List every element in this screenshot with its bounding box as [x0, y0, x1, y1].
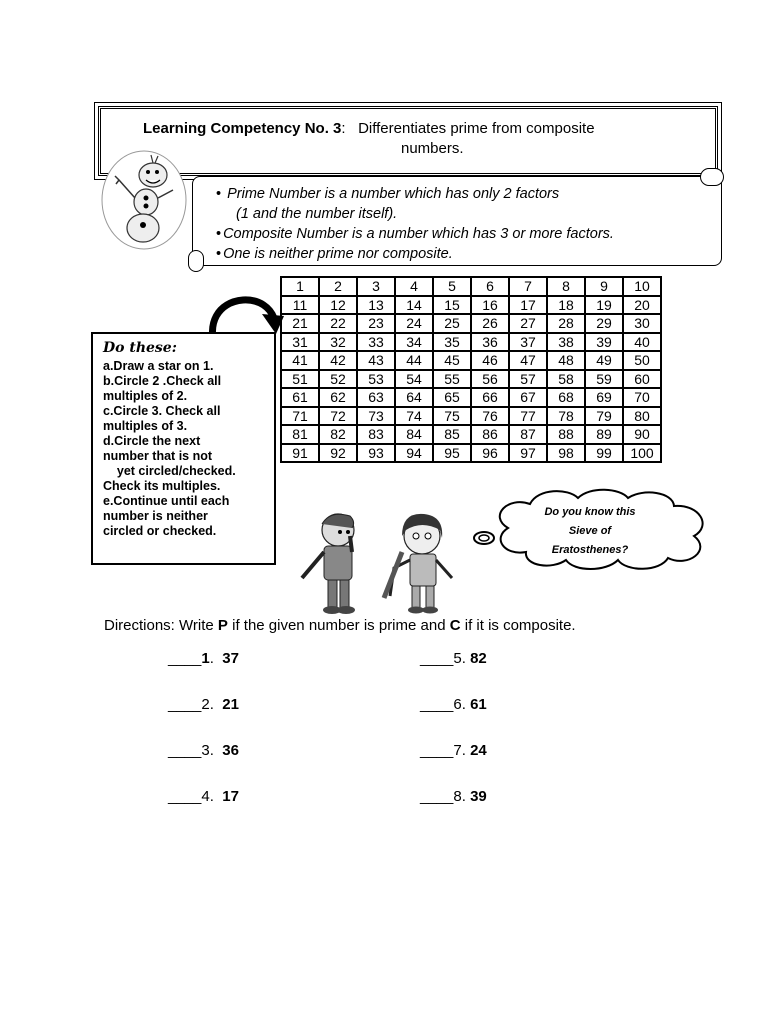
- chart-cell: 59: [585, 370, 623, 389]
- chart-cell: 21: [281, 314, 319, 333]
- answer-blank[interactable]: ____: [420, 788, 454, 805]
- chart-cell: 37: [509, 333, 547, 352]
- chart-cell: 93: [357, 444, 395, 463]
- prime-definition-text: Prime Number is a number which has only 2 factors: [227, 186, 560, 202]
- chart-row: [281, 370, 661, 389]
- chart-cell: 60: [623, 370, 661, 389]
- chart-cell: 13: [357, 296, 395, 315]
- item-separator: .: [461, 742, 471, 759]
- chart-cell: 50: [623, 351, 661, 370]
- answer-blank[interactable]: ____: [420, 742, 454, 759]
- chart-cell: 65: [433, 388, 471, 407]
- instruction-line: yet circled/checked.: [103, 464, 236, 478]
- chart-cell: 46: [471, 351, 509, 370]
- chart-cell: 71: [281, 407, 319, 426]
- item-separator: .: [209, 788, 223, 805]
- chart-row: [281, 296, 661, 315]
- answer-blank[interactable]: ____: [420, 696, 454, 713]
- prime-definition-continued: (1 and the number itself).: [236, 206, 398, 222]
- instruction-line: e.Continue until each: [103, 494, 230, 508]
- item-value: 17: [222, 788, 239, 805]
- chart-cell: 73: [357, 407, 395, 426]
- chart-cell: 63: [357, 388, 395, 407]
- chart-cell: 22: [319, 314, 357, 333]
- chart-cell: 64: [395, 388, 433, 407]
- item-separator: .: [461, 788, 471, 805]
- chart-cell: 100: [623, 444, 661, 463]
- item-number: 2: [201, 696, 210, 713]
- answer-item: [420, 696, 487, 713]
- directions-middle: if the given number is prime and: [227, 617, 450, 634]
- chart-cell: 38: [547, 333, 585, 352]
- bullet-icon: •: [216, 186, 222, 202]
- chart-cell: 33: [357, 333, 395, 352]
- answer-blank[interactable]: ____: [420, 650, 454, 667]
- chart-row: [281, 351, 661, 370]
- chart-cell: 16: [471, 296, 509, 315]
- instruction-line: c.Circle 3. Check all: [103, 404, 221, 418]
- chart-row: [281, 333, 661, 352]
- chart-cell: 44: [395, 351, 433, 370]
- chart-cell: 14: [395, 296, 433, 315]
- instruction-line: number is neither: [103, 509, 208, 523]
- chart-cell: 57: [509, 370, 547, 389]
- chart-cell: 36: [471, 333, 509, 352]
- instructions-list: [103, 359, 236, 539]
- item-value: 61: [470, 696, 487, 713]
- chart-cell: 41: [281, 351, 319, 370]
- chart-cell: 88: [547, 425, 585, 444]
- item-separator: .: [209, 650, 223, 667]
- chart-cell: 31: [281, 333, 319, 352]
- chart-cell: 35: [433, 333, 471, 352]
- one-definition-text: One is neither prime nor composite.: [223, 246, 453, 262]
- competency-text-continued: numbers.: [401, 140, 464, 157]
- answer-item: [420, 788, 487, 805]
- chart-cell: 83: [357, 425, 395, 444]
- chart-cell: 12: [319, 296, 357, 315]
- item-value: 82: [470, 650, 487, 667]
- answer-item: [168, 696, 239, 713]
- chart-cell: 49: [585, 351, 623, 370]
- answer-blank[interactable]: ____: [168, 650, 202, 667]
- thought-bubble-line: Sieve of: [568, 525, 612, 537]
- chart-cell: 86: [471, 425, 509, 444]
- scroll-curl-left-icon: [188, 250, 204, 272]
- bullet-icon: •: [216, 246, 222, 262]
- chart-cell: 28: [547, 314, 585, 333]
- instruction-line: a.Draw a star on 1.: [103, 359, 214, 373]
- item-number: 8: [453, 788, 462, 805]
- answer-item: [168, 788, 239, 805]
- chart-cell: 51: [281, 370, 319, 389]
- thought-bubble-line: Eratosthenes?: [551, 544, 629, 556]
- item-number: 5: [453, 650, 462, 667]
- chart-cell: 92: [319, 444, 357, 463]
- chart-cell: 62: [319, 388, 357, 407]
- instruction-line: number that is not: [103, 449, 213, 463]
- chart-row: [281, 314, 661, 333]
- chart-cell: 11: [281, 296, 319, 315]
- chart-cell: 99: [585, 444, 623, 463]
- chart-cell: 81: [281, 425, 319, 444]
- chart-cell: 18: [547, 296, 585, 315]
- chart-cell: 70: [623, 388, 661, 407]
- answer-blank[interactable]: ____: [168, 696, 202, 713]
- chart-cell: 34: [395, 333, 433, 352]
- item-value: 37: [222, 650, 239, 667]
- answer-blank[interactable]: ____: [168, 788, 202, 805]
- chart-cell: 67: [509, 388, 547, 407]
- instruction-line: multiples of 3.: [103, 419, 188, 433]
- chart-cell: 10: [623, 277, 661, 296]
- chart-cell: 96: [471, 444, 509, 463]
- chart-cell: 74: [395, 407, 433, 426]
- directions-c: C: [449, 617, 461, 634]
- chart-cell: 17: [509, 296, 547, 315]
- item-separator: .: [461, 696, 471, 713]
- chart-row: [281, 388, 661, 407]
- instructions-box: [91, 332, 276, 565]
- hundred-chart: [280, 276, 662, 463]
- instructions-title: Do these:: [103, 340, 177, 356]
- chart-cell: 94: [395, 444, 433, 463]
- competency-text: Differentiates prime from composite: [358, 120, 595, 137]
- thought-bubble-line: Do you know this: [544, 506, 636, 518]
- thought-bubble-text: [520, 503, 660, 560]
- composite-definition: [216, 226, 614, 242]
- chart-cell: 56: [471, 370, 509, 389]
- competency-line: [143, 120, 595, 137]
- item-value: 21: [222, 696, 239, 713]
- chart-cell: 27: [509, 314, 547, 333]
- chart-cell: 72: [319, 407, 357, 426]
- chart-cell: 90: [623, 425, 661, 444]
- chart-cell: 29: [585, 314, 623, 333]
- chart-cell: 26: [471, 314, 509, 333]
- chart-cell: 47: [509, 351, 547, 370]
- chart-cell: 95: [433, 444, 471, 463]
- chart-cell: 25: [433, 314, 471, 333]
- chart-cell: 2: [319, 277, 357, 296]
- item-number: 3: [201, 742, 210, 759]
- one-definition: [216, 246, 453, 262]
- item-value: 24: [470, 742, 487, 759]
- bullet-icon: •: [216, 226, 222, 242]
- chart-cell: 85: [433, 425, 471, 444]
- chart-cell: 32: [319, 333, 357, 352]
- chart-cell: 80: [623, 407, 661, 426]
- chart-cell: 19: [585, 296, 623, 315]
- chart-cell: 7: [509, 277, 547, 296]
- chart-cell: 6: [471, 277, 509, 296]
- item-separator: .: [209, 742, 223, 759]
- chart-cell: 4: [395, 277, 433, 296]
- chart-cell: 52: [319, 370, 357, 389]
- item-number: 1: [201, 650, 210, 667]
- instruction-line: Check its multiples.: [103, 479, 221, 493]
- chart-row: [281, 277, 661, 296]
- chart-cell: 3: [357, 277, 395, 296]
- snowman-illustration: [101, 150, 187, 250]
- item-value: 36: [222, 742, 239, 759]
- chart-cell: 82: [319, 425, 357, 444]
- chart-cell: 77: [509, 407, 547, 426]
- chart-cell: 58: [547, 370, 585, 389]
- chart-cell: 97: [509, 444, 547, 463]
- answer-blank[interactable]: ____: [168, 742, 202, 759]
- title-box: [98, 106, 718, 176]
- chart-cell: 91: [281, 444, 319, 463]
- directions-suffix: if it is composite.: [460, 617, 576, 634]
- chart-cell: 15: [433, 296, 471, 315]
- directions: [104, 617, 576, 634]
- chart-cell: 30: [623, 314, 661, 333]
- chart-cell: 48: [547, 351, 585, 370]
- chart-cell: 84: [395, 425, 433, 444]
- chart-cell: 66: [471, 388, 509, 407]
- answer-item: [168, 742, 239, 759]
- chart-cell: 98: [547, 444, 585, 463]
- chart-cell: 61: [281, 388, 319, 407]
- chart-cell: 43: [357, 351, 395, 370]
- chart-cell: 20: [623, 296, 661, 315]
- item-value: 39: [470, 788, 487, 805]
- instruction-line: d.Circle the next: [103, 434, 201, 448]
- chart-cell: 68: [547, 388, 585, 407]
- directions-p: P: [217, 617, 228, 634]
- chart-cell: 45: [433, 351, 471, 370]
- chart-cell: 1: [281, 277, 319, 296]
- chart-cell: 42: [319, 351, 357, 370]
- prime-definition: [216, 186, 559, 202]
- chart-cell: 8: [547, 277, 585, 296]
- scroll-curl-icon: [700, 168, 724, 186]
- chart-cell: 24: [395, 314, 433, 333]
- chart-cell: 69: [585, 388, 623, 407]
- chart-cell: 54: [395, 370, 433, 389]
- chart-cell: 75: [433, 407, 471, 426]
- chart-cell: 23: [357, 314, 395, 333]
- chart-cell: 40: [623, 333, 661, 352]
- item-number: 7: [453, 742, 462, 759]
- composite-definition-text: Composite Number is a number which has 3 or more factors.: [223, 226, 614, 242]
- chart-cell: 39: [585, 333, 623, 352]
- answer-item: [420, 650, 487, 667]
- chart-cell: 53: [357, 370, 395, 389]
- chart-cell: 78: [547, 407, 585, 426]
- chart-row: [281, 407, 661, 426]
- chart-cell: 9: [585, 277, 623, 296]
- competency-colon: :: [341, 120, 346, 137]
- item-number: 4: [201, 788, 210, 805]
- item-separator: .: [209, 696, 223, 713]
- competency-label: Learning Competency No. 3: [143, 120, 342, 137]
- instruction-line: multiples of 2.: [103, 389, 188, 403]
- chart-cell: 87: [509, 425, 547, 444]
- chart-cell: 79: [585, 407, 623, 426]
- answer-item: [168, 650, 239, 667]
- chart-row: [281, 444, 661, 463]
- chart-row: [281, 425, 661, 444]
- chart-cell: 76: [471, 407, 509, 426]
- instruction-line: circled or checked.: [103, 524, 217, 538]
- item-separator: .: [461, 650, 471, 667]
- chart-cell: 5: [433, 277, 471, 296]
- chart-cell: 89: [585, 425, 623, 444]
- item-number: 6: [453, 696, 462, 713]
- instruction-line: b.Circle 2 .Check all: [103, 374, 222, 388]
- directions-prefix: Directions: Write: [104, 617, 218, 634]
- students-illustration: [290, 508, 480, 616]
- answer-item: [420, 742, 487, 759]
- chart-cell: 55: [433, 370, 471, 389]
